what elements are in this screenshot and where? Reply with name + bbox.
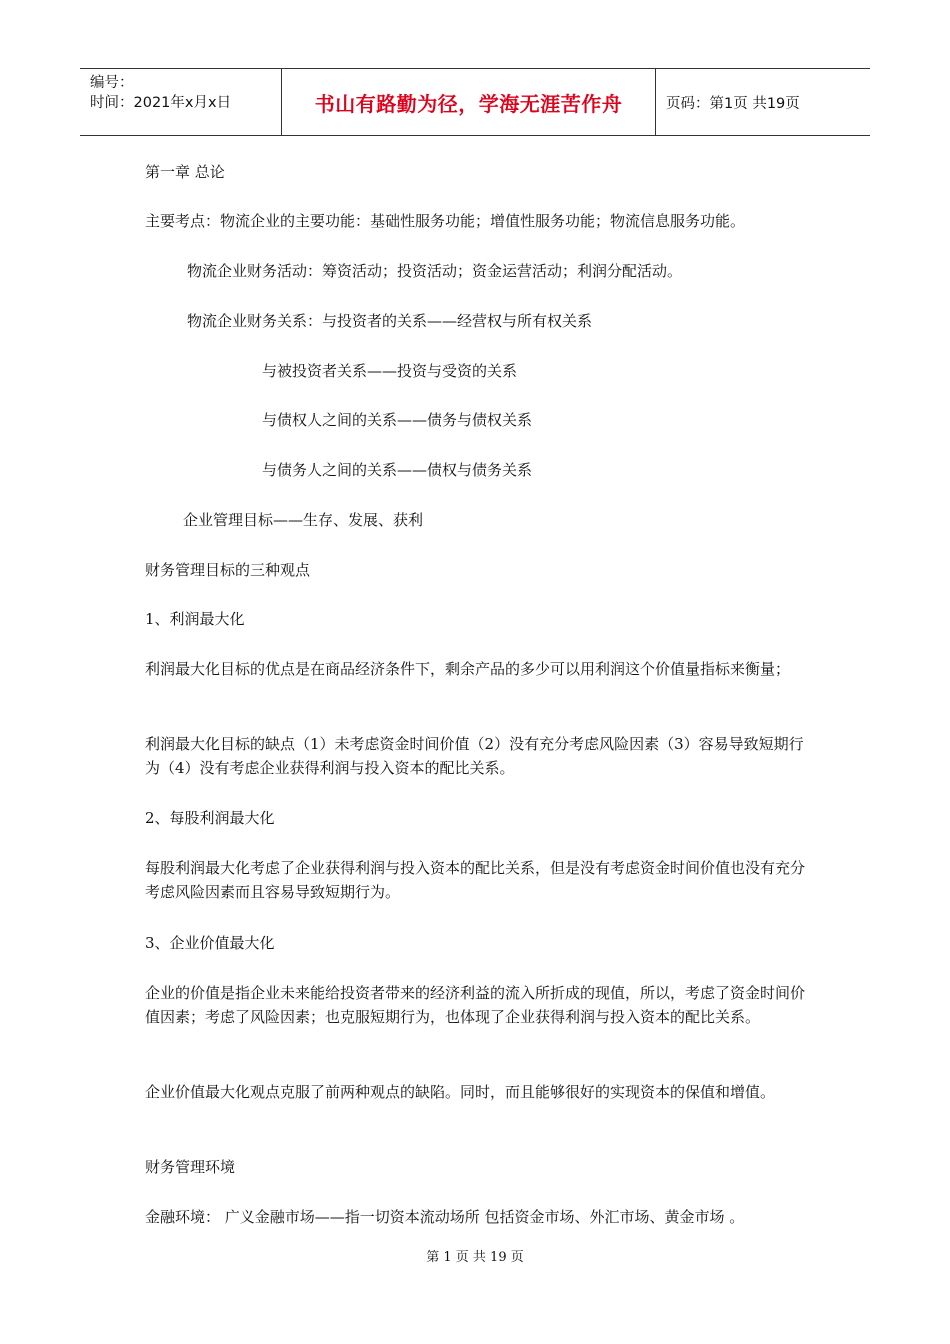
heading-eps-max: 2、每股利润最大化 xyxy=(145,809,275,827)
date-label: 时间：2021年x月x日 xyxy=(90,95,232,111)
page-footer: 第 1 页 共 19 页 xyxy=(426,1250,524,1265)
code-label: 编号： xyxy=(90,75,134,91)
three-views-heading: 财务管理目标的三种观点 xyxy=(145,561,311,579)
paragraph-profit-advantages: 利润最大化目标的优点是在商品经济条件下，剩余产品的多少可以用利润这个价值量指标来衡量； xyxy=(145,660,791,678)
header-motto: 书山有路勤为径，学海无涯苦作舟 xyxy=(282,69,656,135)
relation-creditor: 与债权人之间的关系——债务与债权关系 xyxy=(262,411,533,429)
environment-heading: 财务管理环境 xyxy=(145,1158,236,1176)
relation-investee: 与被投资者关系——投资与受资的关系 xyxy=(262,362,518,380)
paragraph-profit-disadvantages: 利润最大化目标的缺点（1）未考虑资金时间价值（2）没有充分考虑风险因素（3）容易导致短期行为（4）没有考虑企业获得利润与投入资本的配比关系。 xyxy=(145,735,804,777)
heading-profit-max: 1、利润最大化 xyxy=(145,610,245,628)
document-header xyxy=(80,68,870,136)
key-points: 主要考点：物流企业的主要功能：基础性服务功能；增值性服务功能；物流信息服务功能。 xyxy=(145,212,746,230)
financial-activities: 物流企业财务活动：筹资活动；投资活动；资金运营活动；利润分配活动。 xyxy=(187,262,683,280)
paragraph-value-definition: 企业的价值是指企业未来能给投资者带来的经济利益的流入所折成的现值，所以，考虑了资金时间价值因素；考虑了风险因素；也克服短期行为，也体现了企业获得利润与投入资本的配比关系。 xyxy=(145,984,806,1026)
financial-relations: 物流企业财务关系：与投资者的关系——经营权与所有权关系 xyxy=(187,312,593,330)
chapter-title: 第一章 总论 xyxy=(145,163,225,181)
financial-environment: 金融环境： 广义金融市场——指一切资本流动场所 包括资金市场、外汇市场、黄金市场 。 xyxy=(145,1208,745,1226)
header-meta-cell xyxy=(80,69,282,135)
header-page-label: 页码：第1页 共19页 xyxy=(666,95,800,112)
relation-debtor: 与债务人之间的关系——债权与债务关系 xyxy=(262,461,533,479)
management-goal: 企业管理目标——生存、发展、获利 xyxy=(183,511,424,529)
heading-value-max: 3、企业价值最大化 xyxy=(145,934,275,952)
paragraph-eps: 每股利润最大化考虑了企业获得利润与投入资本的配比关系，但是没有考虑资金时间价值也没有充分考虑风险因素而且容易导致短期行为。 xyxy=(145,859,806,901)
paragraph-value-summary: 企业价值最大化观点克服了前两种观点的缺陷。同时，而且能够很好的实现资本的保值和增值。 xyxy=(145,1083,776,1101)
